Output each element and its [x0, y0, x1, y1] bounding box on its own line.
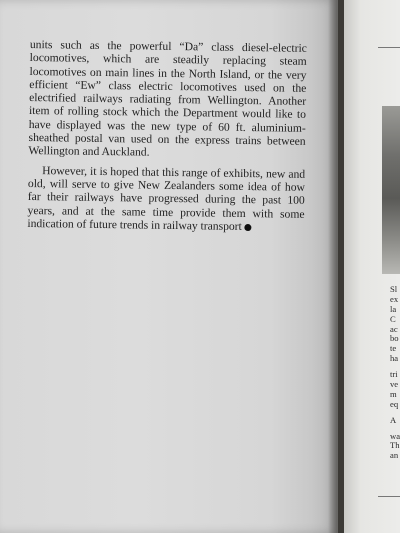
- right-page-fragment: ha: [390, 353, 399, 364]
- right-page-fragment: m: [390, 388, 397, 399]
- photo-edge: [382, 106, 400, 274]
- right-page-text-fragments: [390, 285, 400, 461]
- paragraph-2-text: However, it is hoped that this range of exhibits, new and old, will serve to give New Zealanders some idea of how far their railways have progressed during the past 100 years, and at the same time provide them with some indication of future trends in railway transport: [27, 163, 306, 233]
- right-page-fragment: bo: [390, 333, 399, 344]
- right-page-fragment: wa: [390, 430, 400, 441]
- right-page-fragment: Sl: [390, 284, 398, 294]
- right-page-fragment: C: [390, 313, 396, 324]
- right-page-fragment: tri: [390, 369, 398, 380]
- end-bullet-icon: [245, 224, 252, 231]
- top-rule: [378, 47, 400, 48]
- right-page-fragment: ac: [390, 323, 398, 334]
- right-page-fragment: la: [390, 303, 397, 314]
- paragraph-1: units such as the powerful “Da” class diesel-electric locomotives, which are steadily replacing steam locomotives on main lines in the North Island, or the very efficient “Ew” class electric locomotives used on the electrified railways radiating from Wellington. Another item of rolling stock which the Department would like to have displayed was the new type of 60 ft. aluminium-sheathed postal van used on the express trains between Wellington and Auckland.: [28, 38, 307, 160]
- right-page-fragment: ve: [390, 379, 399, 390]
- right-page: [344, 0, 400, 533]
- right-page-fragment: eq: [390, 398, 399, 409]
- bottom-rule: [378, 496, 400, 497]
- right-page-fragment: te: [390, 343, 397, 354]
- right-page-fragment: A: [390, 414, 397, 425]
- paragraph-2: [27, 164, 305, 234]
- right-page-fragment: Th: [390, 440, 400, 451]
- right-page-fragment: an: [390, 450, 399, 461]
- article-text: [27, 38, 307, 240]
- right-page-fragment: ex: [390, 293, 399, 304]
